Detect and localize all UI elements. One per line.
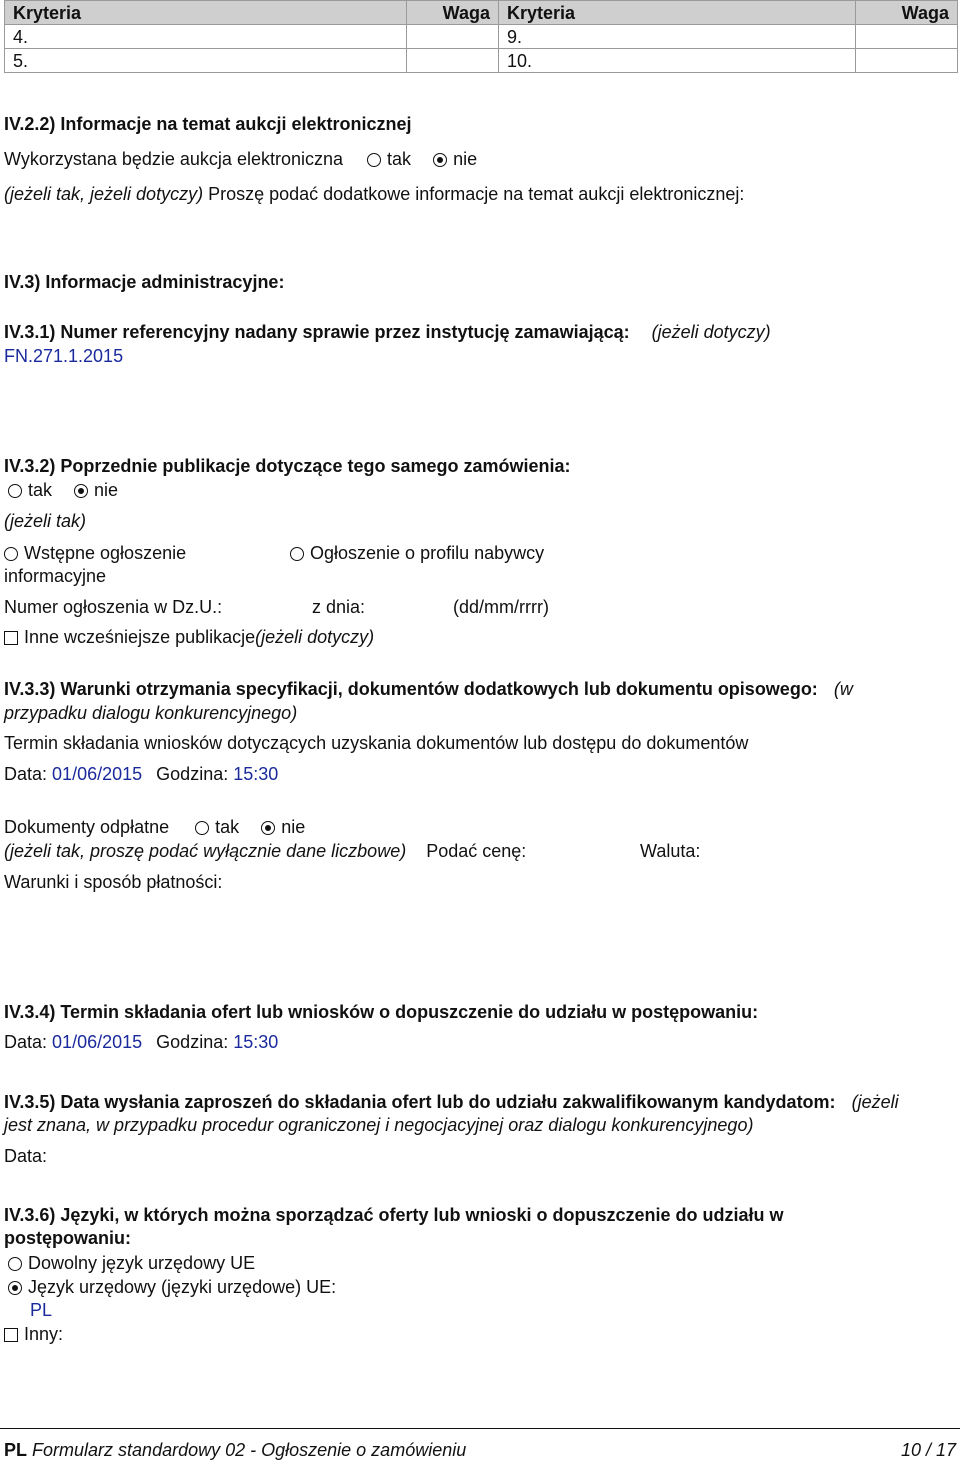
offer-date-label: Data: xyxy=(4,1032,48,1052)
auction-no-label: nie xyxy=(453,149,478,169)
section-heading-iv36: IV.3.6) Języki, w których można sporządzać oferty lub wnioski o dopuszczenie do udziału w xyxy=(4,1205,784,1225)
buyer-profile-option xyxy=(290,542,544,564)
lang-official-option xyxy=(8,1276,336,1298)
criteria-cell: 10. xyxy=(499,49,856,73)
section-heading-iv3: IV.3) Informacje administracyjne: xyxy=(4,272,285,292)
lang-any-radio[interactable] xyxy=(8,1257,22,1271)
auction-note-row xyxy=(4,183,744,205)
paid-docs-no-radio[interactable] xyxy=(261,821,275,835)
auction-note-italic: (jeżeli tak, jeżeli dotyczy) xyxy=(4,184,204,204)
criteria-cell: 4. xyxy=(5,25,407,49)
paid-docs-row xyxy=(4,816,305,838)
prior-info-label: Wstępne ogłoszenie xyxy=(24,543,187,563)
prior-pub-note: (jeżeli tak) xyxy=(4,511,87,531)
price-label: Podać cenę: xyxy=(426,841,527,861)
prior-pub-no-radio[interactable] xyxy=(74,484,88,498)
spec-note-line1: (w xyxy=(833,679,853,699)
price-note: (jeżeli tak, proszę podać wyłącznie dane liczbowe) xyxy=(4,841,407,861)
table-row xyxy=(5,25,958,49)
section-heading-iv36-line2: postępowaniu: xyxy=(4,1228,131,1248)
oj-number-label: Numer ogłoszenia w Dz.U.: xyxy=(4,597,223,617)
lang-any-option xyxy=(8,1252,255,1274)
spec-deadline-text: Termin składania wniosków dotyczących uzyskania dokumentów lub dostępu do dokumentów xyxy=(4,733,749,753)
invitation-row xyxy=(4,1091,899,1113)
lang-other-option xyxy=(4,1323,63,1345)
auction-yes-label: tak xyxy=(387,149,412,169)
other-pub-label: Inne wcześniejsze publikacje xyxy=(24,627,256,647)
ref-number-row xyxy=(4,321,771,343)
spec-time-label: Godzina: xyxy=(156,764,229,784)
price-row xyxy=(4,840,526,862)
criteria-header-row xyxy=(5,1,958,25)
prior-info-option xyxy=(4,542,186,564)
oj-date-label: z dnia: xyxy=(312,597,366,617)
spec-date-label: Data: xyxy=(4,764,48,784)
lang-official-radio[interactable] xyxy=(8,1281,22,1295)
weight-header-1: Waga xyxy=(407,1,499,25)
auction-yes-radio[interactable] xyxy=(367,153,381,167)
section-heading-iv31: IV.3.1) Numer referencyjny nadany sprawie przez instytucję zamawiającą: xyxy=(4,322,630,342)
ref-number-value: FN.271.1.2015 xyxy=(4,346,124,366)
paid-docs-label: Dokumenty odpłatne xyxy=(4,817,170,837)
weight-cell xyxy=(856,25,958,49)
auction-question: Wykorzystana będzie aukcja elektroniczna xyxy=(4,149,344,169)
section-heading-iv33: IV.3.3) Warunki otrzymania specyfikacji, dokumentów dodatkowych lub dokumentu opisowego: xyxy=(4,679,818,699)
prior-pub-options xyxy=(8,479,118,501)
criteria-header-2: Kryteria xyxy=(499,1,856,25)
section-heading-iv34: IV.3.4) Termin składania ofert lub wniosków o dopuszczenie do udziału w postępowaniu: xyxy=(4,1002,759,1022)
invitation-note-line1: (jeżeli xyxy=(851,1092,899,1112)
footer-rule xyxy=(0,1428,960,1429)
offer-date-value: 01/06/2015 xyxy=(52,1032,143,1052)
weight-cell xyxy=(407,49,499,73)
auction-no-radio[interactable] xyxy=(433,153,447,167)
offer-datetime-row xyxy=(4,1031,278,1053)
spec-time-value: 15:30 xyxy=(233,764,279,784)
weight-cell xyxy=(856,49,958,73)
spec-conditions-row xyxy=(4,678,853,700)
prior-pub-yes-radio[interactable] xyxy=(8,484,22,498)
oj-date-format: (dd/mm/rrrr) xyxy=(453,597,549,617)
paid-docs-yes-label: tak xyxy=(215,817,240,837)
lang-value: PL xyxy=(30,1300,53,1320)
criteria-header-1: Kryteria xyxy=(5,1,407,25)
other-pub-note: (jeżeli dotyczy) xyxy=(255,627,375,647)
section-heading-iv22: IV.2.2) Informacje na temat aukcji elektronicznej xyxy=(4,114,412,134)
lang-other-label: Inny: xyxy=(24,1324,64,1344)
invitation-date-label: Data: xyxy=(4,1146,48,1166)
other-pub-checkbox[interactable] xyxy=(4,631,18,645)
footer-lang: PL xyxy=(4,1440,28,1460)
section-heading-iv35: IV.3.5) Data wysłania zaproszeń do składania ofert lub do udziału zakwalifikowanym kandydatom: xyxy=(4,1092,836,1112)
weight-header-2: Waga xyxy=(856,1,958,25)
buyer-profile-radio[interactable] xyxy=(290,547,304,561)
prior-info-radio[interactable] xyxy=(4,547,18,561)
footer-left xyxy=(4,1439,466,1461)
invitation-note-line2: jest znana, w przypadku procedur ograniczonej i negocjacyjnej oraz dialogu konkurencyjnego) xyxy=(4,1115,754,1135)
prior-pub-yes-label: tak xyxy=(28,480,53,500)
footer-title: Formularz standardowy 02 - Ogłoszenie o zamówieniu xyxy=(32,1440,467,1460)
criteria-cell: 5. xyxy=(5,49,407,73)
criteria-cell: 9. xyxy=(499,25,856,49)
weight-cell xyxy=(407,25,499,49)
prior-pub-no-label: nie xyxy=(94,480,119,500)
buyer-profile-label: Ogłoszenie o profilu nabywcy xyxy=(310,543,545,563)
offer-time-label: Godzina: xyxy=(156,1032,229,1052)
footer-page: 10 / 17 xyxy=(900,1440,956,1460)
criteria-table xyxy=(4,0,958,73)
table-row xyxy=(5,49,958,73)
lang-other-checkbox[interactable] xyxy=(4,1328,18,1342)
lang-any-label: Dowolny język urzędowy UE xyxy=(28,1253,256,1273)
payment-terms-label: Warunki i sposób płatności: xyxy=(4,872,223,892)
offer-time-value: 15:30 xyxy=(233,1032,279,1052)
auction-note-text: Proszę podać dodatkowe informacje na temat aukcji elektronicznej: xyxy=(208,184,745,204)
lang-official-label: Język urzędowy (języki urzędowe) UE: xyxy=(28,1277,337,1297)
section-heading-iv32: IV.3.2) Poprzednie publikacje dotyczące tego samego zamówienia: xyxy=(4,456,571,476)
spec-datetime-row xyxy=(4,763,278,785)
spec-date-value: 01/06/2015 xyxy=(52,764,143,784)
paid-docs-yes-radio[interactable] xyxy=(195,821,209,835)
other-pub-option xyxy=(4,626,374,648)
ref-number-note: (jeżeli dotyczy) xyxy=(651,322,771,342)
paid-docs-no-label: nie xyxy=(281,817,306,837)
currency-label: Waluta: xyxy=(640,841,701,861)
spec-note-line2: przypadku dialogu konkurencyjnego) xyxy=(4,703,298,723)
prior-info-label-line2: informacyjne xyxy=(4,566,107,586)
auction-question-row xyxy=(4,148,477,170)
